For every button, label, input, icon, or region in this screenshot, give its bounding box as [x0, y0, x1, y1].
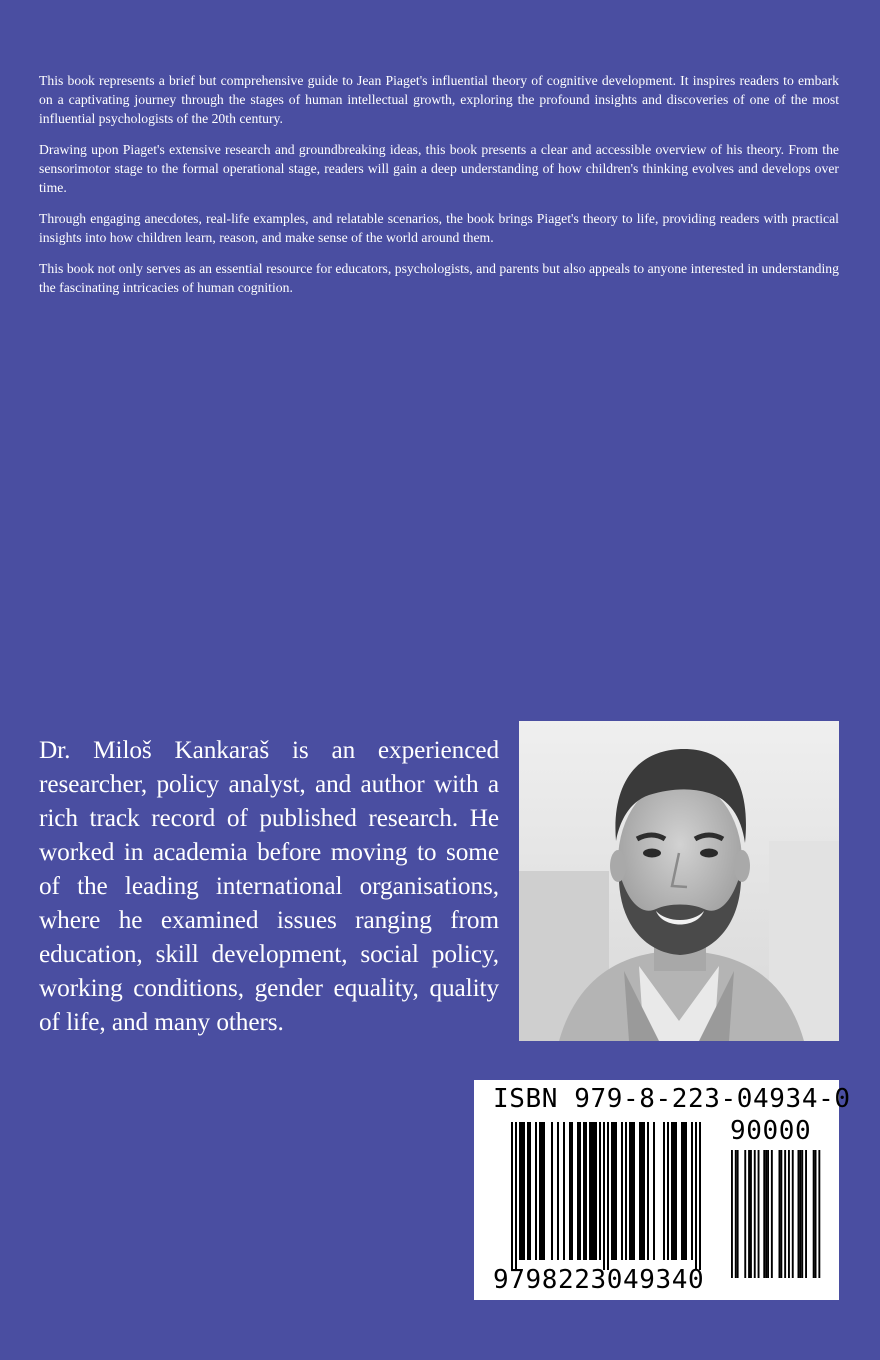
blurb-paragraph: This book represents a brief but comprehensive guide to Jean Piaget's influential theory of cognitive development. It inspires readers to embark on a captivating journey through the stages of human intellectual growth, exploring the profound insights and discoveries of one of the most influential psychologists of the 20th century. [39, 73, 839, 126]
barcode-addon-bar [771, 1150, 773, 1278]
barcode-bar [543, 1122, 545, 1260]
author-portrait-image [519, 721, 839, 1041]
barcode-bar [585, 1122, 587, 1260]
barcode-bar [691, 1122, 693, 1260]
barcode-bar [529, 1122, 531, 1260]
barcode-bar [615, 1122, 617, 1260]
barcode-addon-bar [735, 1150, 737, 1278]
barcode-addon-bar [815, 1150, 817, 1278]
barcode-bar [595, 1122, 597, 1260]
barcode-bar [541, 1122, 543, 1260]
barcode-addon-bar [788, 1150, 790, 1278]
barcode-addon-bar [779, 1150, 781, 1278]
barcode-bar [631, 1122, 633, 1260]
barcode-bar [681, 1122, 683, 1260]
barcode-bar [539, 1122, 541, 1260]
barcode-bar [633, 1122, 635, 1260]
barcode-bar [683, 1122, 685, 1260]
barcode-addon-bar [754, 1150, 756, 1278]
barcode-bar [557, 1122, 559, 1260]
barcode-bar [583, 1122, 585, 1260]
author-photo [519, 721, 839, 1041]
back-cover-blurb [39, 71, 839, 309]
barcode-bar [625, 1122, 627, 1260]
barcode-addon-bar [744, 1150, 746, 1278]
barcode-bar [667, 1122, 669, 1260]
barcode-digits: 9798223049340 [493, 1265, 705, 1295]
barcode-bar [663, 1122, 665, 1260]
barcode-bar [647, 1122, 649, 1260]
barcode-guard-bar [515, 1122, 517, 1270]
barcode-bar [569, 1122, 571, 1260]
barcode-bar [611, 1122, 613, 1260]
blurb-paragraph: This book not only serves as an essential resource for educators, psychologists, and parents but also appeals to anyone interested in understanding the fascinating intricacies of human cognition. [39, 261, 839, 295]
barcode-bar [577, 1122, 579, 1260]
barcode-bar [673, 1122, 675, 1260]
barcode-bar [613, 1122, 615, 1260]
barcode-bar [621, 1122, 623, 1260]
barcode-bar [571, 1122, 573, 1260]
barcode-bar [643, 1122, 645, 1260]
barcode-bar [535, 1122, 537, 1260]
barcode-addon-bar [750, 1150, 752, 1278]
price-code: 90000 [730, 1116, 812, 1146]
barcode-bar [641, 1122, 643, 1260]
barcode-bar [685, 1122, 687, 1260]
barcode-bar [579, 1122, 581, 1260]
barcode-bar [671, 1122, 673, 1260]
barcode-addon-bar [818, 1150, 820, 1278]
barcode-bar [527, 1122, 529, 1260]
isbn-label: ISBN 979-8-223-04934-0 [493, 1084, 851, 1114]
barcode-addon-bar [767, 1150, 769, 1278]
author-bio: Dr. Miloš Kankaraš is an experienced researcher, policy analyst, and author with a rich track record of published research. He worked in academia before moving to some of the leading international organisations, where he examined issues ranging from education, skill development, social policy, working conditions, gender equality, quality of life, and many others. [39, 736, 499, 1036]
barcode-addon-bar [780, 1150, 782, 1278]
barcode-bar [589, 1122, 591, 1260]
barcode-guard-bar [695, 1122, 697, 1270]
barcode-addon-bar [748, 1150, 750, 1278]
barcode-addon-bar [801, 1150, 803, 1278]
isbn-barcode [474, 1080, 851, 1300]
barcode-guard-bar [603, 1122, 605, 1270]
barcode-addon-bar [758, 1150, 760, 1278]
barcode-bar [593, 1122, 595, 1260]
barcode-addon-bar [737, 1150, 739, 1278]
barcode-addon-bar [813, 1150, 815, 1278]
barcode-bar [563, 1122, 565, 1260]
blurb-paragraph: Drawing upon Piaget's extensive research and groundbreaking ideas, this book presents a clear and accessible overview of his theory. From the sensorimotor stage to the formal operational stage, readers will gain a deep understanding of how children's thinking evolves and develops over time. [39, 142, 839, 195]
barcode-addon-bar [784, 1150, 786, 1278]
barcode-bar [523, 1122, 525, 1260]
barcode-bar [551, 1122, 553, 1260]
barcode-bar [519, 1122, 521, 1260]
barcode-addon-bar [765, 1150, 767, 1278]
barcode-bar [629, 1122, 631, 1260]
barcode-addon-bar [792, 1150, 794, 1278]
blurb-paragraph: Through engaging anecdotes, real-life examples, and relatable scenarios, the book brings Piaget's theory to life, providing readers with practical insights into how children learn, reason, and make sense of the world around them. [39, 211, 839, 245]
barcode-guard-bar [607, 1122, 609, 1270]
barcode-bar [639, 1122, 641, 1260]
barcode-bar [599, 1122, 601, 1260]
barcode-addon-bar [805, 1150, 807, 1278]
barcode-bar [653, 1122, 655, 1260]
barcode-addon-bar [799, 1150, 801, 1278]
barcode-bar [521, 1122, 523, 1260]
barcode-bar [591, 1122, 593, 1260]
barcode-addon-bar [763, 1150, 765, 1278]
barcode-guard-bar [699, 1122, 701, 1270]
barcode-bar [675, 1122, 677, 1260]
barcode-guard-bar [511, 1122, 513, 1270]
barcode-addon-bar [798, 1150, 800, 1278]
barcode-addon-bar [731, 1150, 733, 1278]
